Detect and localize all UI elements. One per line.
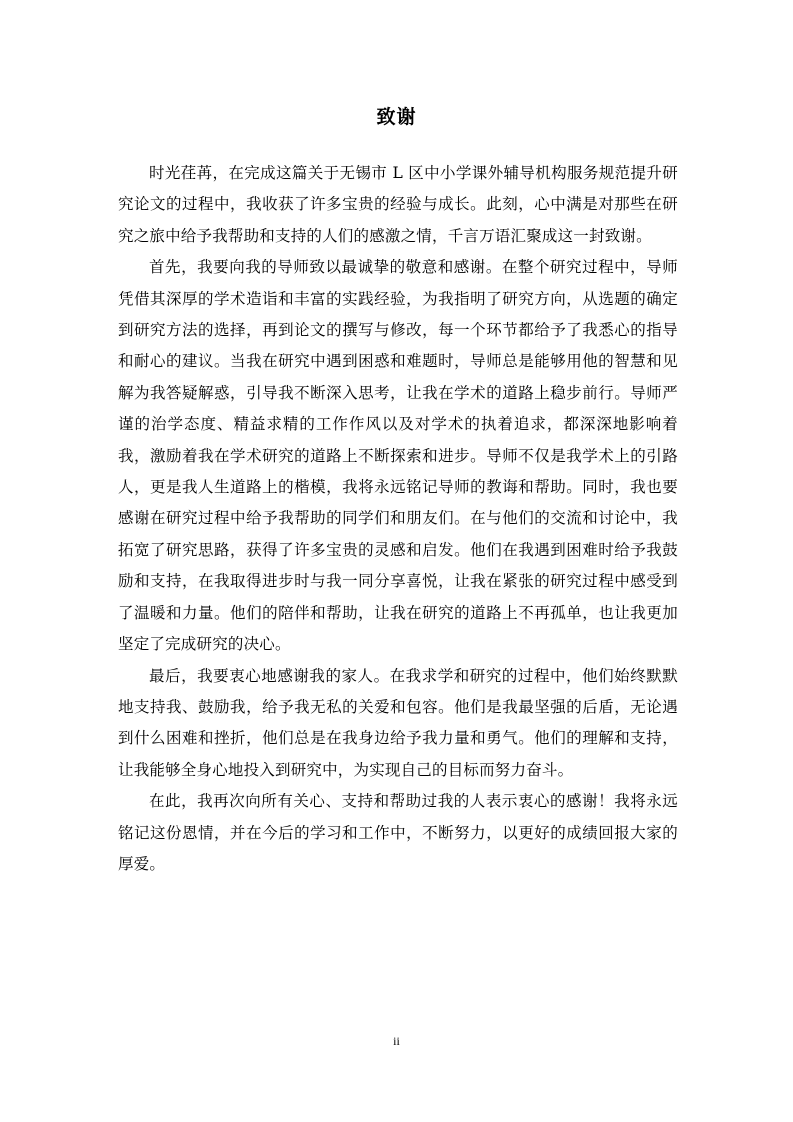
paragraph-advisor-and-friends: 首先，我要向我的导师致以最诚挚的敬意和感谢。在整个研究过程中，导师凭借其深厚的学术造诣和丰富的实践经验，为我指明了研究方向，从选题的确定到研究方法的选择，再到论文的撰写与修改，每一个环节都给予了我悉心的指导和耐心的建议。当我在研究中遇到困惑和难题时，导师总是能够用他的智慧和见解为我答疑解惑，引导我不断深入思考，让我在学术的道路上稳步前行。导师严谨的治学态度、精益求精的工作作风以及对学术的执着追求，都深深地影响着我，激励着我在学术研究的道路上不断探索和进步。导师不仅是我学术上的引路人，更是我人生道路上的楷模，我将永远铭记导师的教诲和帮助。同时，我也要感谢在研究过程中给予我帮助的同学们和朋友们。在与他们的交流和讨论中，我拓宽了研究思路，获得了许多宝贵的灵感和启发。他们在我遇到困难时给予我鼓励和支持，在我取得进步时与我一同分享喜悦，让我在紧张的研究过程中感受到了温暖和力量。他们的陪伴和帮助，让我在研究的道路上不再孤单，也让我更加坚定了完成研究的决心。 — [118, 258, 678, 654]
paragraph-closing: 在此，我再次向所有关心、支持和帮助过我的人表示衷心的感谢！我将永远铭记这份恩情，并在今后的学习和工作中，不断努力，以更好的成绩回报大家的厚爱。 — [118, 792, 678, 873]
paragraph-intro: 时光荏苒，在完成这篇关于无锡市 L 区中小学课外辅导机构服务规范提升研究论文的过程中，我收获了许多宝贵的经验与成长。此刻，心中满是对那些在研究之旅中给予我帮助和支持的人们的感激之情，千言万语汇聚成这一封致谢。 — [118, 164, 678, 245]
page-title: 致谢 — [376, 106, 417, 128]
page-number: ii — [393, 1034, 400, 1048]
acknowledgement-body — [118, 158, 678, 880]
paragraph-family: 最后，我要衷心地感谢我的家人。在我求学和研究的过程中，他们始终默默地支持我、鼓励我，给予我无私的关爱和包容。他们是我最坚强的后盾，无论遇到什么困难和挫折，他们总是在我身边给予我力量和勇气。他们的理解和支持，让我能够全身心地投入到研究中，为实现自己的目标而努力奋斗。 — [118, 666, 678, 779]
